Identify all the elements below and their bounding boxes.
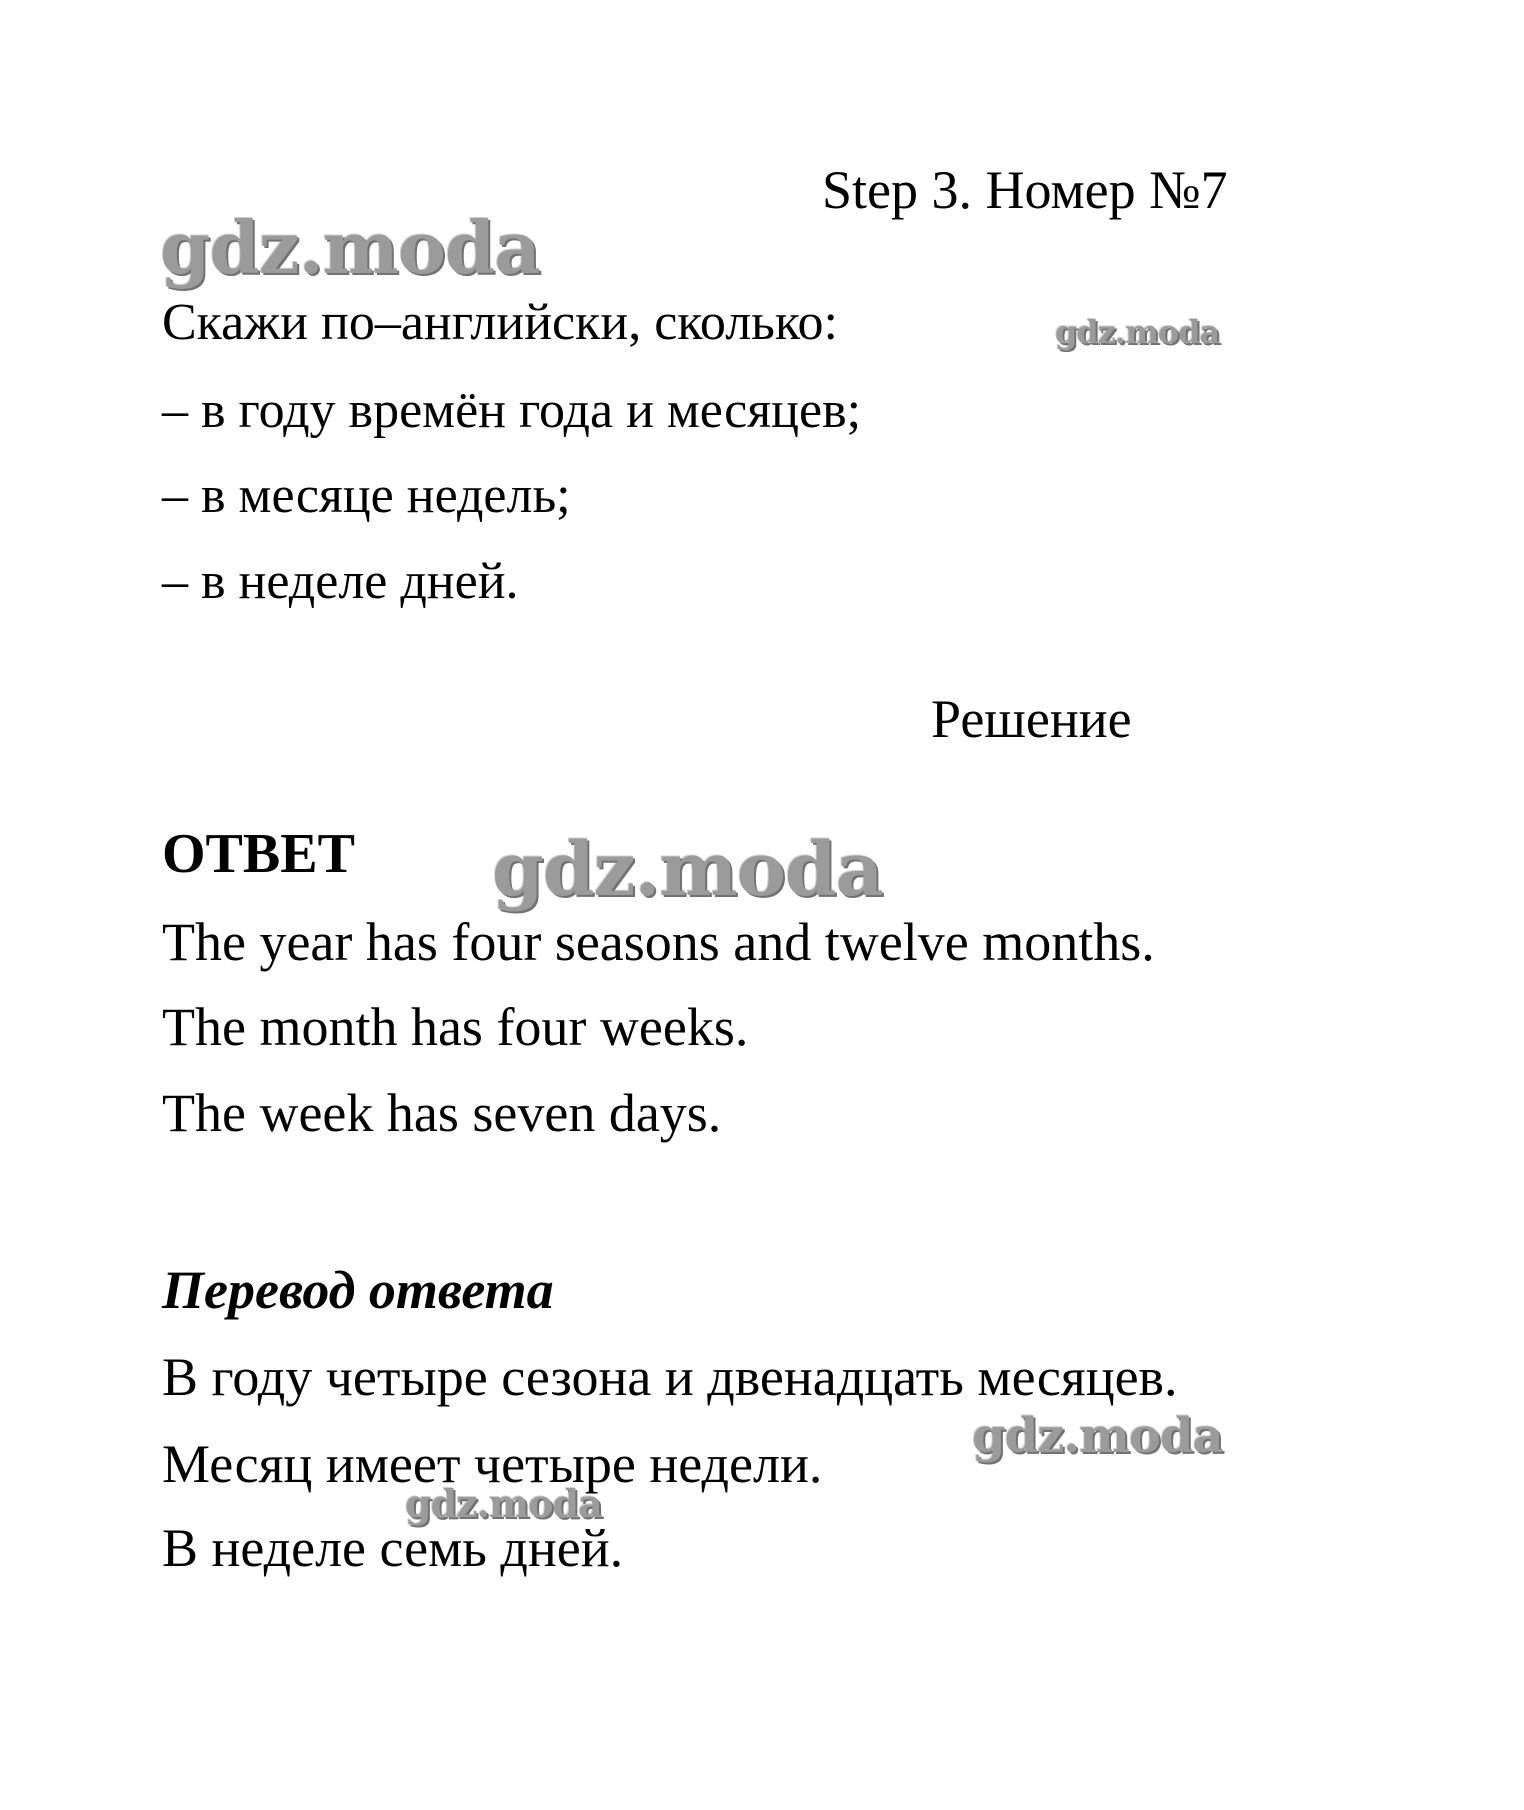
answer-line: The week has seven days. (162, 1083, 722, 1143)
answer-line: The month has four weeks. (162, 997, 749, 1057)
translation-line: Месяц имеет четыре недели. (162, 1434, 823, 1494)
watermark-logo: gdz.moda (160, 205, 540, 290)
watermark-logo: gdz.moda (1055, 313, 1220, 351)
task-item: – в году времён года и месяцев; (162, 382, 862, 439)
task-intro: Скажи по–английски, сколько: (162, 294, 838, 351)
translation-heading: Перевод ответа (162, 1260, 554, 1320)
answer-line: The year has four seasons and twelve months. (162, 912, 1155, 972)
page-title: Step 3. Номер №7 (822, 160, 1228, 220)
solution-label: Решение (931, 689, 1132, 749)
task-item: – в месяце недель; (162, 467, 571, 524)
task-item: – в неделе дней. (162, 553, 519, 610)
watermark-logo: gdz.moda (972, 1408, 1223, 1464)
watermark-logo: gdz.moda (492, 827, 883, 913)
answer-heading: ОТВЕТ (162, 823, 355, 885)
watermark-logo: gdz.moda (405, 1481, 602, 1526)
translation-line: В году четыре сезона и двенадцать месяцев. (162, 1347, 1178, 1407)
translation-line: В неделе семь дней. (162, 1518, 624, 1578)
